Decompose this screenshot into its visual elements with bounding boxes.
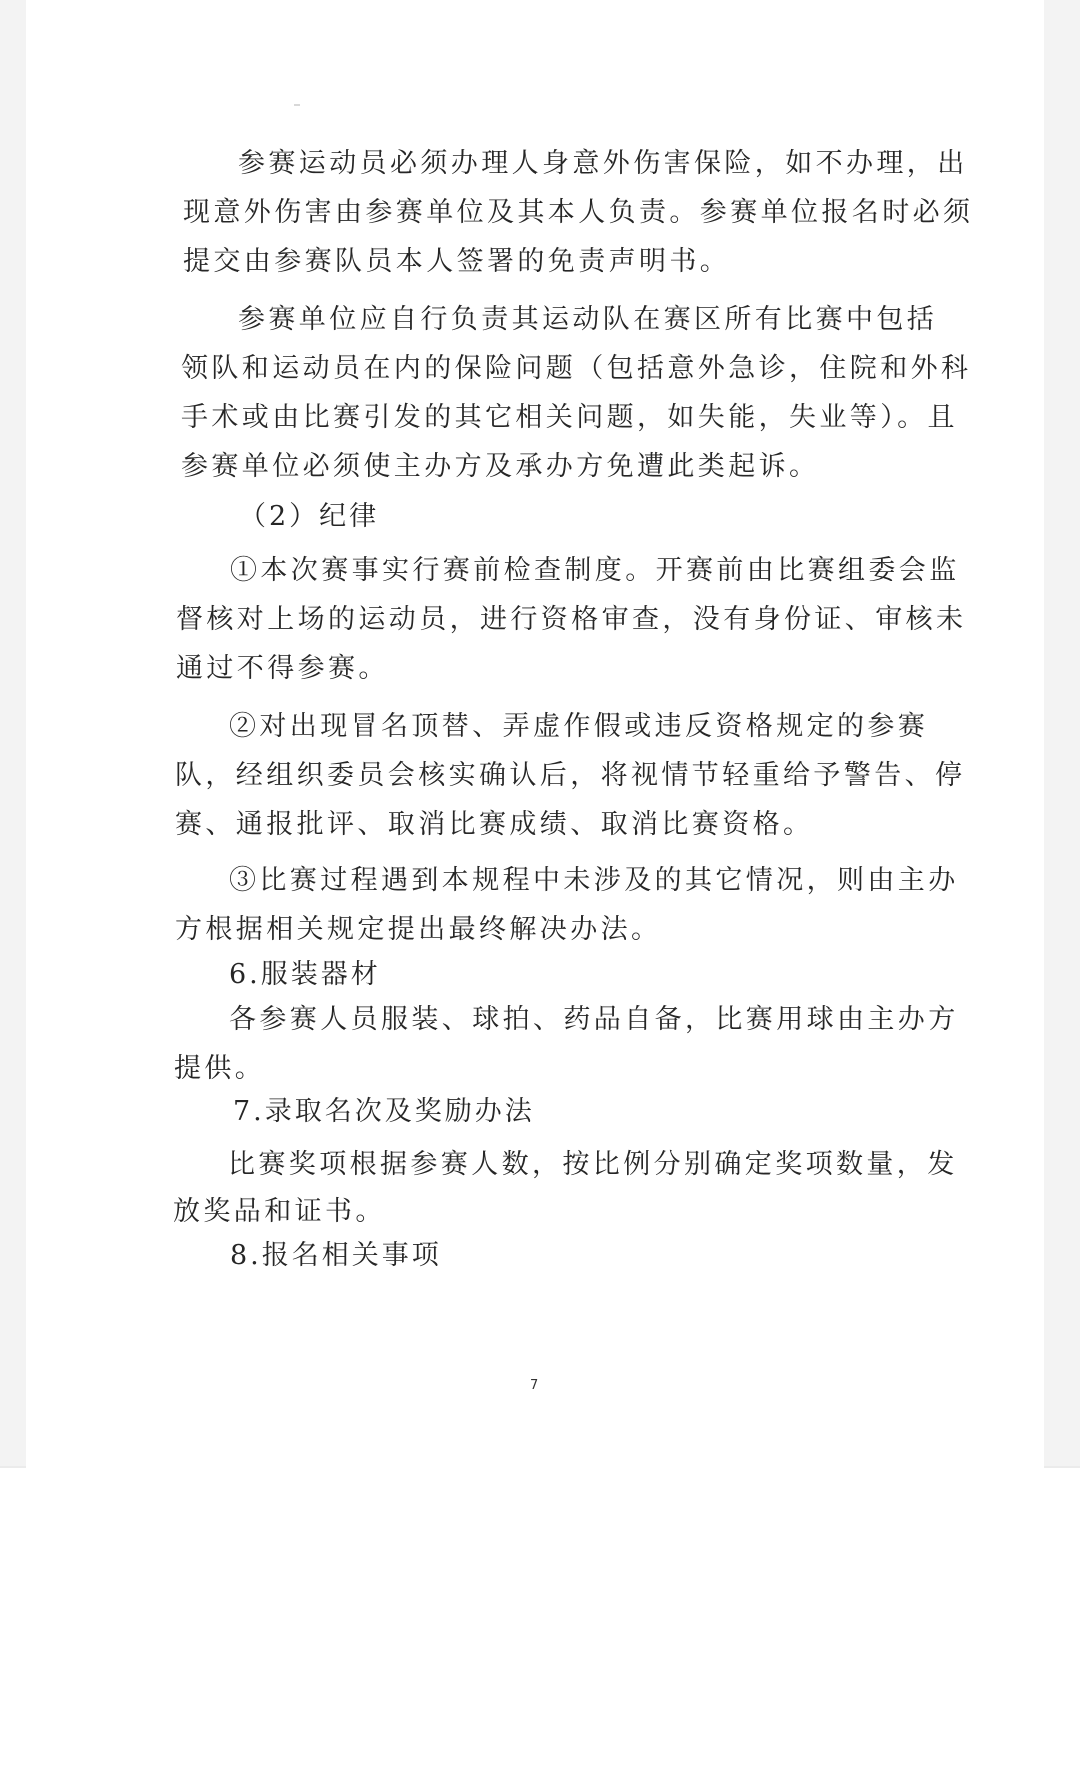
discipline-item-2-line-3: 赛、通报批评、取消比赛成绩、取消比赛资格。 <box>175 809 814 840</box>
section-awards-heading: 7.录取名次及奖励办法 <box>233 1096 535 1127</box>
equipment-line-1: 各参赛人员服装、球拍、药品自备，比赛用球由主办方 <box>229 1004 959 1035</box>
blank-bottom-area <box>0 1468 1080 1779</box>
discipline-item-1-line-3: 通过不得参赛。 <box>176 653 389 684</box>
discipline-item-1-line-2: 督核对上场的运动员，进行资格审查，没有身份证、审核未 <box>176 604 967 635</box>
paragraph-insurance-line-1: 参赛运动员必须办理人身意外伤害保险，如不办理，出 <box>238 148 968 179</box>
paragraph-insurance-line-3: 提交由参赛队员本人签署的免责声明书。 <box>183 246 731 277</box>
awards-line-2: 放奖品和证书。 <box>173 1196 386 1227</box>
paragraph-insurance-line-2: 现意外伤害由参赛单位及其本人负责。参赛单位报名时必须 <box>183 197 974 228</box>
scan-artifact <box>294 104 300 106</box>
discipline-item-3-line-2: 方根据相关规定提出最终解决办法。 <box>175 914 662 945</box>
discipline-item-2-line-1: ②对出现冒名顶替、弄虚作假或违反资格规定的参赛 <box>229 711 929 742</box>
section-discipline-heading: （2）纪律 <box>239 501 380 532</box>
discipline-item-3-line-1: ③比赛过程遇到本规程中未涉及的其它情况，则由主办 <box>229 865 959 896</box>
page-number: 7 <box>530 1378 539 1393</box>
section-equipment-heading: 6.服装器材 <box>229 959 381 990</box>
paragraph-liability-line-3: 手术或由比赛引发的其它相关问题，如失能，失业等）。且 <box>181 402 958 433</box>
paragraph-liability-line-4: 参赛单位必须使主办方及承办方免遭此类起诉。 <box>181 451 820 482</box>
discipline-item-2-line-2: 队，经组织委员会核实确认后，将视情节轻重给予警告、停 <box>175 760 966 791</box>
equipment-line-2: 提供。 <box>174 1053 266 1084</box>
section-registration-heading: 8.报名相关事项 <box>230 1240 442 1271</box>
paragraph-liability-line-1: 参赛单位应自行负责其运动队在赛区所有比赛中包括 <box>238 304 938 335</box>
discipline-item-1-line-1: ①本次赛事实行赛前检查制度。开赛前由比赛组委会监 <box>230 555 960 586</box>
awards-line-1: 比赛奖项根据参赛人数，按比例分别确定奖项数量，发 <box>228 1149 958 1180</box>
paragraph-liability-line-2: 领队和运动员在内的保险问题（包括意外急诊，住院和外科 <box>181 353 972 384</box>
